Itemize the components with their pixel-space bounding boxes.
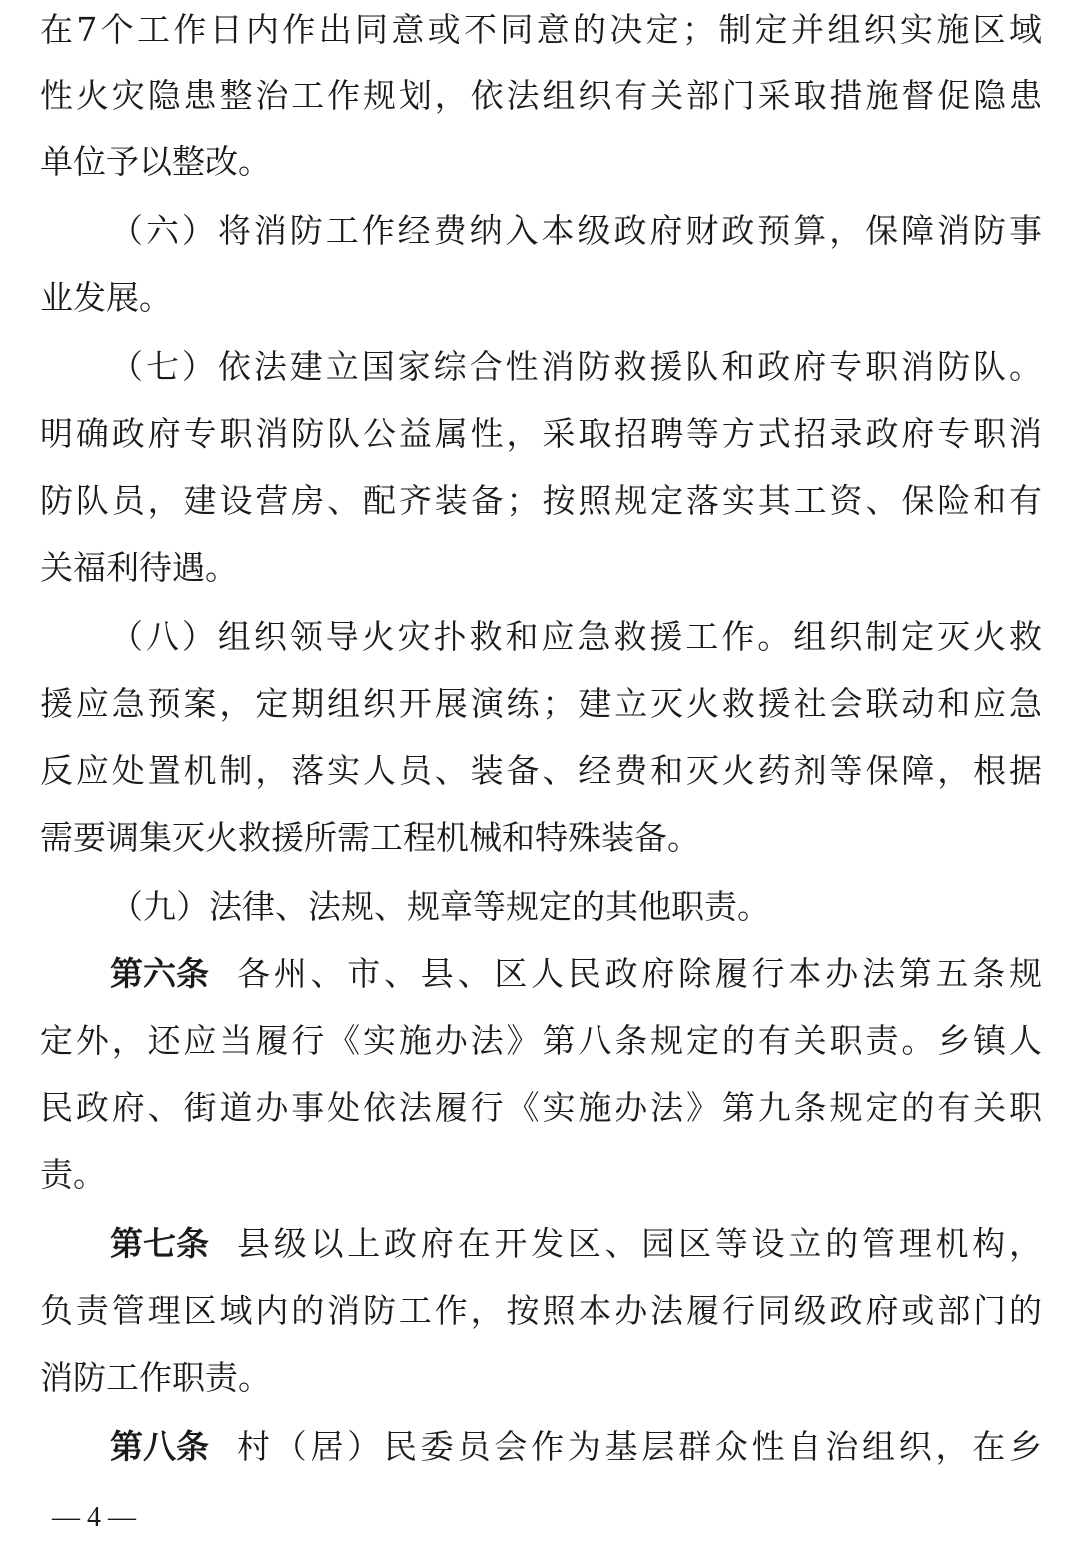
article-heading: 第八条 <box>110 1427 209 1466</box>
text-line: （六）将消防工作经费纳入本级政府财政预算，保障消防事 <box>110 211 1042 250</box>
text-line: 反应处置机制，落实人员、装备、经费和灭火药剂等保障，根据 <box>40 751 1042 790</box>
text-line: 消防工作职责。 <box>40 1358 271 1397</box>
page-number: — 4 — <box>52 1502 136 1533</box>
text-line: （七）依法建立国家综合性消防救援队和政府专职消防队。 <box>110 347 1042 386</box>
text-line: 业发展。 <box>40 278 172 317</box>
text-line: 援应急预案，定期组织开展演练；建立灭火救援社会联动和应急 <box>40 684 1042 723</box>
article-heading: 第六条 <box>110 954 209 993</box>
text-line: 各州、市、县、区人民政府除履行本办法第五条规 <box>237 954 1042 993</box>
text-line: 明确政府专职消防队公益属性，采取招聘等方式招录政府专职消 <box>40 414 1042 453</box>
text-line: 负责管理区域内的消防工作，按照本办法履行同级政府或部门的 <box>40 1291 1042 1330</box>
text-line: 县级以上政府在开发区、园区等设立的管理机构， <box>237 1224 1042 1263</box>
text-line: 责。 <box>40 1155 106 1194</box>
article-line <box>110 1425 1042 1469</box>
text-line: （九）法律、法规、规章等规定的其他职责。 <box>110 887 770 926</box>
text-line: 单位予以整改。 <box>40 142 271 181</box>
text-line: 民政府、街道办事处依法履行《实施办法》第九条规定的有关职 <box>40 1088 1042 1127</box>
text-line: 关福利待遇。 <box>40 548 238 587</box>
article-line <box>110 952 1042 996</box>
article-heading: 第七条 <box>110 1224 209 1263</box>
text-line: 防队员，建设营房、配齐装备；按照规定落实其工资、保险和有 <box>40 481 1042 520</box>
text-line: 性火灾隐患整治工作规划，依法组织有关部门采取措施督促隐患 <box>40 76 1042 115</box>
text-line: 在7个工作日内作出同意或不同意的决定；制定并组织实施区域 <box>40 10 1042 49</box>
article-line <box>110 1222 1042 1266</box>
text-line: 定外，还应当履行《实施办法》第八条规定的有关职责。乡镇人 <box>40 1021 1042 1060</box>
text-line: 村（居）民委员会作为基层群众性自治组织，在乡 <box>237 1427 1042 1466</box>
text-line: 需要调集灭火救援所需工程机械和特殊装备。 <box>40 818 700 857</box>
text-line: （八）组织领导火灾扑救和应急救援工作。组织制定灭火救 <box>110 617 1042 656</box>
